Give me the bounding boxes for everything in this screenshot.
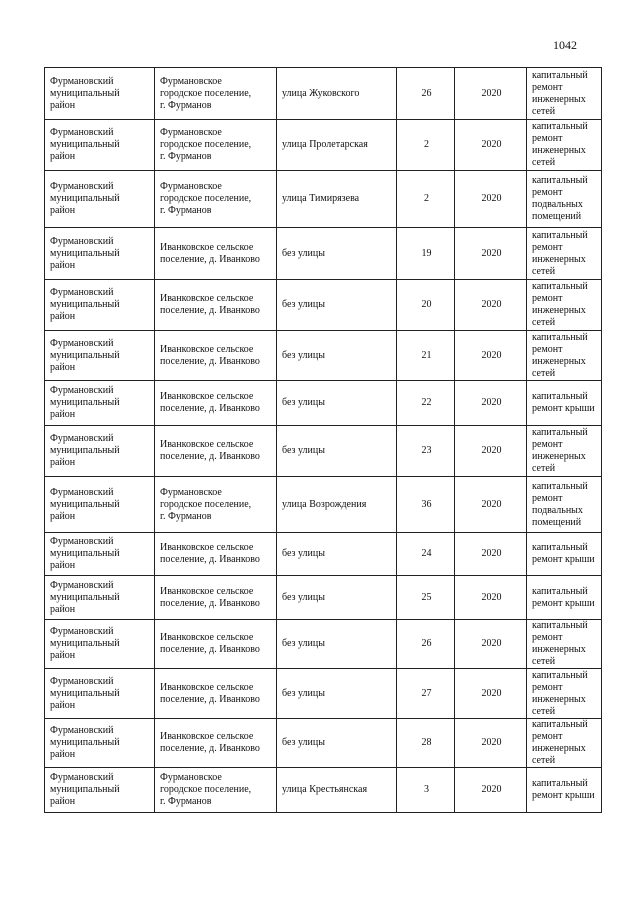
- street-cell: улица Крестьянская: [277, 768, 397, 813]
- table-row: [45, 533, 602, 576]
- table-row: [45, 228, 602, 280]
- house-number-cell: 3: [397, 768, 455, 813]
- year-cell: 2020: [455, 171, 527, 228]
- district-cell: Фурмановский муниципальный район: [45, 280, 155, 331]
- house-number-cell: 23: [397, 426, 455, 477]
- district-cell: Фурмановский муниципальный район: [45, 719, 155, 768]
- district-cell: Фурмановский муниципальный район: [45, 331, 155, 381]
- work-type-cell: капитальный ремонт крыши: [527, 381, 602, 426]
- work-type-cell: капитальный ремонт крыши: [527, 533, 602, 576]
- settlement-cell: Иванковское сельское поселение, д. Иванково: [155, 576, 277, 620]
- street-cell: без улицы: [277, 426, 397, 477]
- table-row: [45, 768, 602, 813]
- work-type-cell: капитальный ремонт подвальных помещений: [527, 171, 602, 228]
- street-cell: без улицы: [277, 280, 397, 331]
- district-cell: Фурмановский муниципальный район: [45, 533, 155, 576]
- year-cell: 2020: [455, 533, 527, 576]
- table-row: [45, 331, 602, 381]
- table-row: [45, 669, 602, 719]
- district-cell: Фурмановский муниципальный район: [45, 381, 155, 426]
- district-cell: Фурмановский муниципальный район: [45, 120, 155, 171]
- district-cell: Фурмановский муниципальный район: [45, 620, 155, 669]
- street-cell: улица Возрождения: [277, 477, 397, 533]
- street-cell: без улицы: [277, 719, 397, 768]
- year-cell: 2020: [455, 381, 527, 426]
- house-number-cell: 2: [397, 171, 455, 228]
- street-cell: без улицы: [277, 381, 397, 426]
- district-cell: Фурмановский муниципальный район: [45, 669, 155, 719]
- table-row: [45, 171, 602, 228]
- work-type-cell: капитальный ремонт инженерных сетей: [527, 620, 602, 669]
- year-cell: 2020: [455, 620, 527, 669]
- house-number-cell: 36: [397, 477, 455, 533]
- table-row: [45, 719, 602, 768]
- work-type-cell: капитальный ремонт крыши: [527, 576, 602, 620]
- settlement-cell: Иванковское сельское поселение, д. Иванково: [155, 669, 277, 719]
- work-type-cell: капитальный ремонт инженерных сетей: [527, 669, 602, 719]
- street-cell: улица Пролетарская: [277, 120, 397, 171]
- settlement-cell: Иванковское сельское поселение, д. Иванково: [155, 533, 277, 576]
- district-cell: Фурмановский муниципальный район: [45, 426, 155, 477]
- year-cell: 2020: [455, 719, 527, 768]
- house-number-cell: 25: [397, 576, 455, 620]
- street-cell: без улицы: [277, 620, 397, 669]
- street-cell: без улицы: [277, 228, 397, 280]
- street-cell: без улицы: [277, 576, 397, 620]
- house-number-cell: 24: [397, 533, 455, 576]
- table-row: [45, 620, 602, 669]
- work-type-cell: капитальный ремонт инженерных сетей: [527, 120, 602, 171]
- house-number-cell: 20: [397, 280, 455, 331]
- year-cell: 2020: [455, 477, 527, 533]
- house-number-cell: 19: [397, 228, 455, 280]
- house-number-cell: 26: [397, 68, 455, 120]
- year-cell: 2020: [455, 426, 527, 477]
- page-number: 1042: [553, 38, 577, 52]
- table-row: [45, 120, 602, 171]
- settlement-cell: Иванковское сельское поселение, д. Иванково: [155, 620, 277, 669]
- house-number-cell: 21: [397, 331, 455, 381]
- street-cell: без улицы: [277, 331, 397, 381]
- settlement-cell: Фурмановское городское поселение, г. Фурманов: [155, 120, 277, 171]
- year-cell: 2020: [455, 228, 527, 280]
- settlement-cell: Иванковское сельское поселение, д. Иванково: [155, 719, 277, 768]
- settlement-cell: Иванковское сельское поселение, д. Иванково: [155, 280, 277, 331]
- street-cell: без улицы: [277, 533, 397, 576]
- work-type-cell: капитальный ремонт инженерных сетей: [527, 426, 602, 477]
- table-row: [45, 426, 602, 477]
- house-number-cell: 2: [397, 120, 455, 171]
- year-cell: 2020: [455, 669, 527, 719]
- year-cell: 2020: [455, 576, 527, 620]
- street-cell: улица Тимирязева: [277, 171, 397, 228]
- house-number-cell: 22: [397, 381, 455, 426]
- district-cell: Фурмановский муниципальный район: [45, 228, 155, 280]
- work-type-cell: капитальный ремонт крыши: [527, 768, 602, 813]
- work-type-cell: капитальный ремонт подвальных помещений: [527, 477, 602, 533]
- street-cell: без улицы: [277, 669, 397, 719]
- table-row: [45, 576, 602, 620]
- street-cell: улица Жуковского: [277, 68, 397, 120]
- settlement-cell: Фурмановское городское поселение, г. Фурманов: [155, 68, 277, 120]
- district-cell: Фурмановский муниципальный район: [45, 477, 155, 533]
- repair-schedule-table: [44, 67, 602, 813]
- table-row: [45, 381, 602, 426]
- district-cell: Фурмановский муниципальный район: [45, 576, 155, 620]
- settlement-cell: Фурмановское городское поселение, г. Фурманов: [155, 768, 277, 813]
- settlement-cell: Фурмановское городское поселение, г. Фурманов: [155, 477, 277, 533]
- house-number-cell: 28: [397, 719, 455, 768]
- year-cell: 2020: [455, 68, 527, 120]
- settlement-cell: Иванковское сельское поселение, д. Иванково: [155, 381, 277, 426]
- district-cell: Фурмановский муниципальный район: [45, 68, 155, 120]
- settlement-cell: Иванковское сельское поселение, д. Иванково: [155, 426, 277, 477]
- year-cell: 2020: [455, 768, 527, 813]
- table-row: [45, 68, 602, 120]
- district-cell: Фурмановский муниципальный район: [45, 768, 155, 813]
- work-type-cell: капитальный ремонт инженерных сетей: [527, 280, 602, 331]
- house-number-cell: 26: [397, 620, 455, 669]
- work-type-cell: капитальный ремонт инженерных сетей: [527, 68, 602, 120]
- year-cell: 2020: [455, 120, 527, 171]
- work-type-cell: капитальный ремонт инженерных сетей: [527, 331, 602, 381]
- house-number-cell: 27: [397, 669, 455, 719]
- settlement-cell: Иванковское сельское поселение, д. Иванково: [155, 228, 277, 280]
- settlement-cell: Иванковское сельское поселение, д. Иванково: [155, 331, 277, 381]
- year-cell: 2020: [455, 280, 527, 331]
- work-type-cell: капитальный ремонт инженерных сетей: [527, 228, 602, 280]
- year-cell: 2020: [455, 331, 527, 381]
- district-cell: Фурмановский муниципальный район: [45, 171, 155, 228]
- table-row: [45, 477, 602, 533]
- table-row: [45, 280, 602, 331]
- settlement-cell: Фурмановское городское поселение, г. Фурманов: [155, 171, 277, 228]
- work-type-cell: капитальный ремонт инженерных сетей: [527, 719, 602, 768]
